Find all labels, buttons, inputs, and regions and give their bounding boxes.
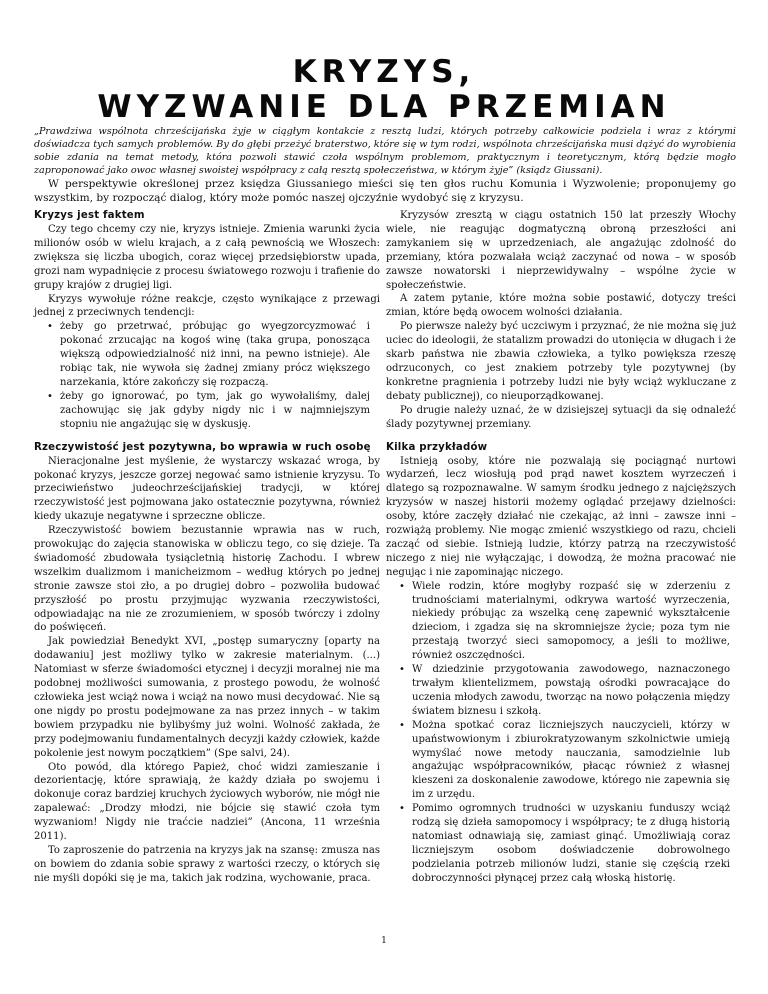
bullet-list <box>34 320 380 431</box>
bullet-icon: • <box>399 719 405 731</box>
page-number: 1 <box>381 936 387 946</box>
bullet-icon: • <box>399 664 405 676</box>
paragraph: Czy tego chcemy czy nie, kryzys istnieje. Zmienia warunki życia milionów osób w wielu krajach, a z całą pewnością we Włoszech: zwiększa się liczba ubogich, coraz więcej przedsiębiorstw upada, grozi nam wypadnięcie z procesu światowego rozwoju i trafienie do grupy krajów z drugiej ligi. <box>34 224 380 291</box>
list-item <box>399 580 730 663</box>
list-item-text: Pomimo ogromnych trudności w uzyskaniu funduszy wciąż rodzą się dzieła samopomocy i współpracy; te z długą historią natomiast odnawiają się, zamiast ginąć. Umożliwiają coraz liczniejszym osobom doświadczenie dobrowolnego podzielania potrzeb milionów ludzi, stanie się częścią rzeki dobroczynności płynącej przez całą włoską historię. <box>412 803 730 884</box>
paragraph: Kryzys wywołuje różne reakcje, często wynikające z przewagi jednej z przeciwnych tendencji: <box>34 293 380 319</box>
list-item <box>47 390 370 432</box>
paragraph: Jak powiedział Benedykt XVI, „postęp sumaryczny [oparty na dodawaniu] jest możliwy tylko w zakresie materialnym. (...) Natomiast w sferze świadomości etycznej i decyzji moralnej nie ma podobnej możliwości sumowania, z prostego powodu, że wolność człowieka jest wciąż nowa i wciąż na nowo musi decydować. Nie są one nigdy po prostu podejmowane za nas przez innych – w takim bowiem przypadku nie bylibyśmy już wolni. Wolność zakłada, że przy podejmowaniu fundamentalnych decyzji każdy człowiek, każde pokolenie jest nowym początkiem” (Spe salvi, 24). <box>34 636 380 759</box>
bullet-list <box>386 580 736 886</box>
intro-quote: „Prawdziwa wspólnota chrześcijańska żyje w ciągłym kontakcie z resztą ludzi, których potrzeby całkowicie podziela i wraz z którymi doświadcza tych samych problemów. By do głębi przeżyć braterstwo, które się w tym rodzi, wspólnota chrześcijańska musi dążyć do wyrobienia sobie zdania na temat metody, która pozwoli stawić czoła wspólnym problemom, praktycznym i teoretycznym, którą będzie mogło zaproponować jako owoc własnej swoistej współpracy z całą resztą społeczeństwa, w którym żyje” (ksiądz Giussani). <box>34 126 736 177</box>
list-item <box>47 320 370 390</box>
paragraph: Po pierwsze należy być uczciwym i przyznać, że nie można się już uciec do ideologii, że statalizm prowadzi do utonięcia w długach i że skarb państwa nie zbawia człowieka, a tylko powiększa rzeszę odrzuconych, co jest znakiem potrzeby tyle pozytywnej (by konkretne pragnienia i potrzeby ludzi nie były wciąż wykluczane z debaty publicznej), co nieuporządkowanej. <box>386 321 736 402</box>
title-line-1: KRYZYS, <box>292 54 476 90</box>
bullet-icon: • <box>47 390 53 402</box>
section-heading-reality: Rzeczywistość jest pozytywna, bo wprawia w ruch osobę <box>34 441 371 453</box>
paragraph: Rzeczywistość bowiem bezustannie wprawia nas w ruch, prowokując do zajęcia stanowiska w obliczu tego, co się dzieje. Ta świadomość zbudowała tysiącletnią historię Zachodu. I wbrew wszelkim dualizmom i manicheizmom – według których po jednej stronie zawsze stoi zło, a po drugiej dobro – pozwoliła budować przyszłość po prostu przyjmując wyzwania rzeczywistości, odpowiadając na nie ze zrozumieniem, w sposób twórczy i zdolny do poświęceń. <box>34 525 380 634</box>
paragraph: To zaproszenie do patrzenia na kryzys jak na szansę: zmusza nas on bowiem do zdania sobie sprawy z wartości rzeczy, o których się nie myśli dopóki się je ma, takich jak rodzina, wychowanie, praca. <box>34 844 380 884</box>
list-item <box>399 802 730 885</box>
bullet-icon: • <box>399 580 405 592</box>
paragraph: A zatem pytanie, które można sobie postawić, dotyczy treści zmian, które będą owocem wolności działania. <box>386 293 736 319</box>
paragraph: Oto powód, dla którego Papież, choć widzi zamieszanie i dezorientację, które sprawiają, że każdy działa po swojemu i dokonuje coraz bardziej kruchych życiowych wyborów, nie mógł nie zapalewać: „Drodzy młodzi, nie bójcie się stawić czoła tym wyzwaniom! Nigdy nie traćcie nadziei” (Ancona, 11 września 2011). <box>34 761 380 843</box>
section-heading-crisis: Kryzys jest faktem <box>34 210 145 221</box>
list-item-text: Można spotkać coraz liczniejszych nauczycieli, którzy w upaństwowionym i zbiurokratyzowanym szkolnictwie umieją wymyślać nowe metody nauczania, samodzielnie lub angażując współpracowników, płacąc również z własnej kieszeni za doskonalenie zawodowe, którego nie zapewnia się im z urzędu. <box>412 719 730 801</box>
left-column <box>34 209 380 886</box>
paragraph: Po drugie należy uznać, że w dzisiejszej sytuacji da się odnaleźć ślady pozytywnej przemiany. <box>386 404 736 430</box>
list-item-text: W dziedzinie przygotowania zawodowego, naznaczonego trwałym klientelizmem, powstają ośrodki powracające do uczenia młodych zawodu, tworząc na nowo połączenia między światem biznesu i szkołą. <box>412 664 730 717</box>
paragraph: Nieracjonalne jest myślenie, że wystarczy wskazać wroga, by pokonać kryzys, jeszcze gorzej negować samo istnienie kryzysu. To przeciwieństwo judeochrześcijańskiej tradycji, w której rzeczywistość jest pojmowana jako ostatecznie pozytywna, również kiedy ukazuje negatywne i sprzeczne oblicze. <box>34 455 380 523</box>
paragraph: Istnieją osoby, które nie pozwalają się pociągnąć nurtowi wydarzeń, lecz wiosłują pod prąd nawet kosztem wyrzeczeń i dlatego są rozpoznawalne. W samym środku jednego z najcięższych kryzysów w naszej historii możemy oglądać przejawy dzielności: osoby, które zaczęły działać nie czekając, aż inni – zawsze inni – rozwiążą problemy. Nie mogąc zmienić wszystkiego od razu, chcieli zacząć od siebie. Istnieją ludzie, którzy patrzą na rzeczywistość niczego z niej nie wyłączając, i dowodzą, że można pracować nie negując i nie zapominając niczego. <box>386 455 736 578</box>
list-item-text: żeby go ignorować, po tym, jak go wywołaliśmy, dalej zachowując się jak gdyby nigdy nic i w najmniejszym stopniu nie angażując się w dyskusję. <box>60 390 370 430</box>
list-item <box>399 663 730 719</box>
list-item <box>399 719 730 802</box>
right-column <box>386 209 736 886</box>
title-line-2: WYZWANIE DLA PRZEMIAN <box>97 89 671 125</box>
bullet-icon: • <box>399 803 405 815</box>
lead-paragraph: W perspektywie określonej przez księdza Giussaniego mieści się ten głos ruchu Komunia i Wyzwolenie; proponujemy go wszystkim, by rozpocząć dialog, który może pomóc naszej ojczyźnie wydobyć się z kryzysu. <box>34 178 736 205</box>
list-item-text: Wiele rodzin, które mogłyby rozpaść się w zderzeniu z trudnościami materialnymi, odkrywa wartość wyrzeczenia, niekiedy próbując za wszelką cenę zapewnić wykształcenie dzieciom, i zgadza się na skromniejsze życie; poza tym nie przestają tworzyć sieci samopomocy, a jeśli to możliwe, również oszczędności. <box>412 580 730 662</box>
list-item-text: żeby go przetrwać, próbując go wyegzorcyzmować i pokonać zrzucając na kogoś winę (taka grupa, ponosząca większą odpowiedzialność niż inni, na pewno istnieje). Ale robiąc tak, nie wywoła się żadnej zmiany prócz większego narzekania, które zakończy się rozpaczą. <box>60 321 370 388</box>
bullet-icon: • <box>47 321 53 333</box>
paragraph: Kryzysów zresztą w ciągu ostatnich 150 lat przeszły Włochy wiele, nie reagując dogmatyczną obroną przeszłości ani zamykaniem się w uprzedzeniach, ale angażując zdolność do przemiany, która pozwalała wciąż zaczynać od nowa – w sposób zawsze nowatorski i nieprzewidywalny – wspólne życie w społeczeństwie. <box>386 210 736 291</box>
section-heading-examples: Kilka przykładów <box>386 441 488 453</box>
